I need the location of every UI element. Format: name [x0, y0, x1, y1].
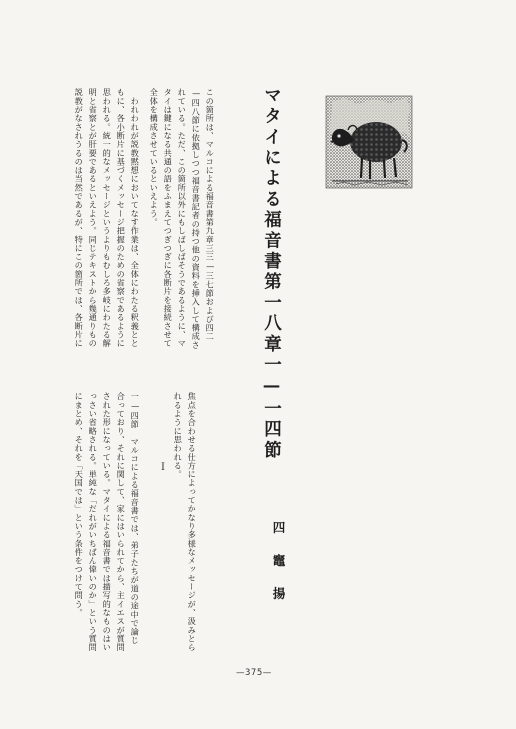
text-column: にまとめ、それを「天国では」という条件をつけて問う。: [74, 392, 85, 617]
text-column: 合っており、それに関して、家にはいられてから、主イエスが質問: [116, 392, 127, 652]
text-column: もに、各小断片に基づくメッセージ把握のための省察であるように: [116, 88, 127, 348]
text-column: された形になっている。マタイによる福音書では描写的なものはい: [102, 392, 113, 652]
text-column: 焦点を合わせる仕方によってかなり多様なメッセージが、汲みとら: [187, 392, 198, 652]
text-column: っさい省略される。単純な「だれがいちばん偉いのか」という質問: [88, 392, 99, 652]
author-char: 四: [272, 520, 286, 535]
page-number: —375—: [236, 668, 272, 678]
text-column: れている。ただ、この箇所以外にもしばしばそうであるように、マ: [177, 88, 188, 348]
text-column: 明と省察とが肝要であるといえよう。同じテキストから幾通りもの: [88, 88, 99, 348]
text-column: タイは鍵になる共通の語をふまえてつぎつぎに各断片を接続させて: [163, 88, 174, 348]
text-column: —四八節に依拠しつつ福音書記者の持つ他の資料を挿入して構成さ: [191, 88, 202, 350]
author-char: 竈: [272, 553, 286, 568]
article-title: マタイによる福音書第一八章一—一四節: [261, 86, 282, 462]
author-char: 揚: [272, 586, 286, 601]
section-number: Ⅰ: [161, 462, 165, 473]
sheep-illustration: [324, 92, 414, 192]
text-column: 説教がなされうるのは当然であるが、特にこの箇所では、各断片に: [74, 88, 85, 348]
text-column: この箇所は、マルコによる福音書第九章三三—三七節および四二: [205, 88, 216, 341]
text-column: 思われる。統一的なメッセージというよりもむしろ多岐にわたる解: [102, 88, 113, 348]
text-column: 全体を構成させているといえよう。: [149, 88, 160, 227]
text-column: 一—四節 マルコによる福音書では、弟子たちが道の途中で論じ: [130, 392, 141, 645]
text-column: われわれが説教黙想においてなす作業は、全体にわたる釈義とと: [130, 88, 141, 348]
text-column: れるように思われる。: [173, 392, 184, 479]
